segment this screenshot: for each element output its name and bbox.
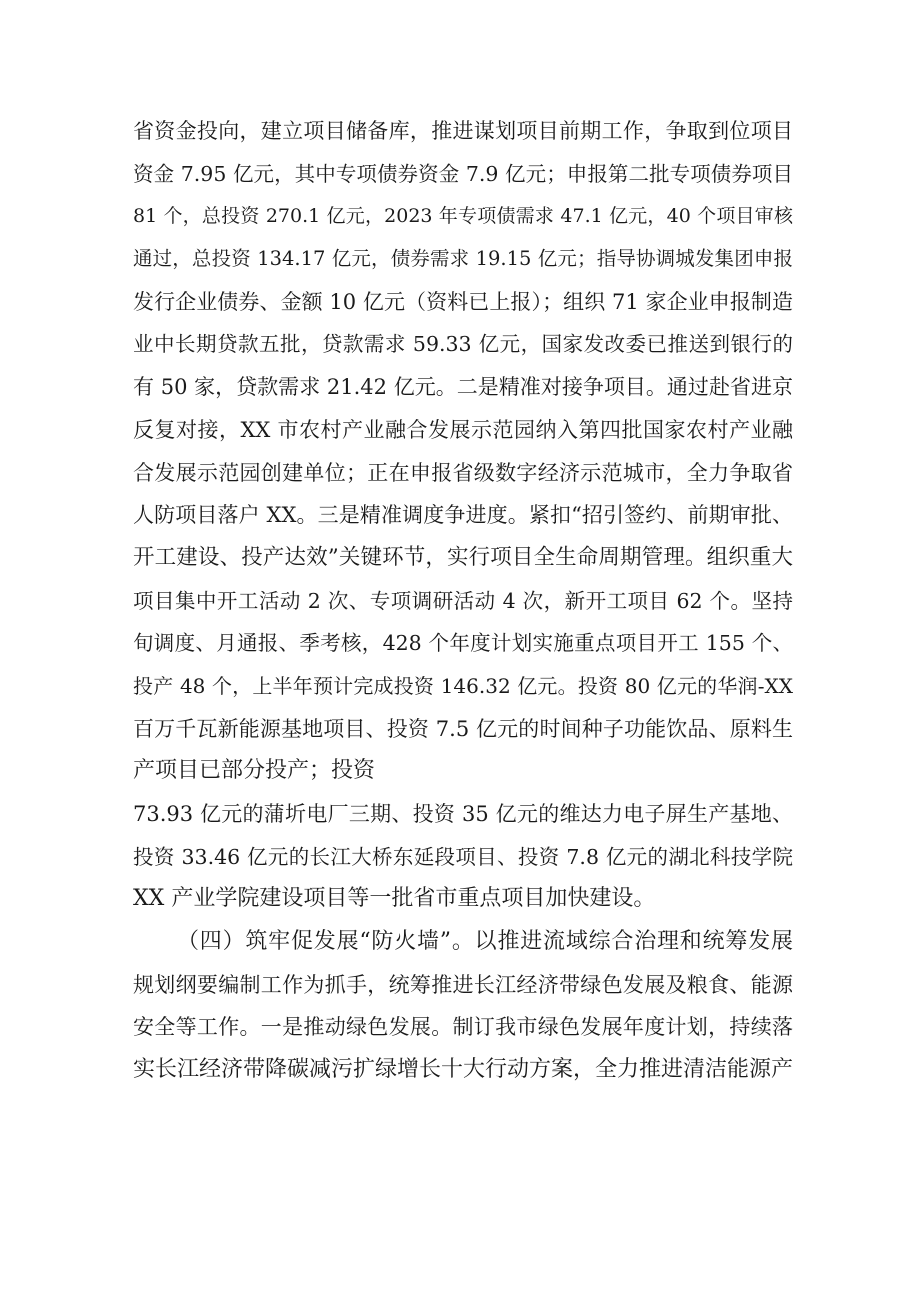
text-line: 实长江经济带降碳减污扩绿增长十大行动方案，全力推进清洁能源产 — [133, 1057, 793, 1083]
text-line: 安全等工作。一是推动绿色发展。制订我市绿色发展年度计划，持续落 — [133, 1015, 793, 1040]
body-text — [133, 110, 793, 1092]
text-line: 投资 33.46 亿元的长江大桥东延段项目、投资 7.8 亿元的湖北科技学院 — [133, 844, 793, 869]
text-line: 投产 48 个，上半年预计完成投资 146.32 亿元。投资 80 亿元的华润-XX — [133, 673, 793, 698]
text-line: 通过，总投资 134.17 亿元，债券需求 19.15 亿元；指导协调城发集团申报 — [133, 247, 793, 271]
text-line: 发行企业债券、金额 10 亿元（资料已上报）；组织 71 家企业申报制造 — [133, 289, 793, 314]
text-line: 合发展示范园创建单位；正在申报省级数字经济示范城市，全力争取省 — [133, 460, 793, 485]
text-line: 项目集中开工活动 2 次、专项调研活动 4 次，新开工项目 62 个。坚持 — [133, 588, 793, 613]
text-line: 有 50 家，贷款需求 21.42 亿元。二是精准对接争项目。通过赴省进京 — [133, 375, 793, 400]
text-line: 人防项目落户 XX。三是精准调度争进度。紧扣“招引签约、前期审批、 — [133, 503, 793, 528]
text-line: 开工建设、投产达效”关键环节，实行项目全生命周期管理。组织重大 — [133, 544, 793, 570]
section-heading-line: （四）筑牢促发展“防火墙”。以推进流域综合治理和统筹发展 — [177, 929, 793, 955]
text-line: 旬调度、月通报、季考核，428 个年度计划实施重点项目开工 155 个、 — [133, 631, 793, 656]
text-line: 资金 7.95 亿元，其中专项债券资金 7.9 亿元；申报第二批专项债券项目 — [133, 161, 793, 186]
text-line: 省资金投向，建立项目储备库，推进谋划项目前期工作，争取到位项目 — [133, 119, 793, 143]
text-line: XX 产业学院建设项目等一批省市重点项目加快建设。 — [133, 886, 656, 912]
text-line: 产项目已部分投产；投资 — [133, 758, 376, 784]
text-line: 规划纲要编制工作为抓手，统筹推进长江经济带绿色发展及粮食、能源 — [133, 972, 793, 997]
text-line: 业中长期贷款五批，贷款需求 59.33 亿元，国家发改委已推送到银行的 — [133, 332, 793, 357]
text-line: 73.93 亿元的蒲圻电厂三期、投资 35 亿元的维达力电子屏生产基地、 — [133, 802, 793, 826]
text-line: 百万千瓦新能源基地项目、投资 7.5 亿元的时间种子功能饮品、原料生 — [133, 716, 793, 741]
text-line: 81 个，总投资 270.1 亿元，2023 年专项债需求 47.1 亿元，40 个项目审核 — [133, 205, 793, 228]
text-line: 反复对接，XX 市农村产业融合发展示范园纳入第四批国家农村产业融 — [133, 417, 793, 442]
